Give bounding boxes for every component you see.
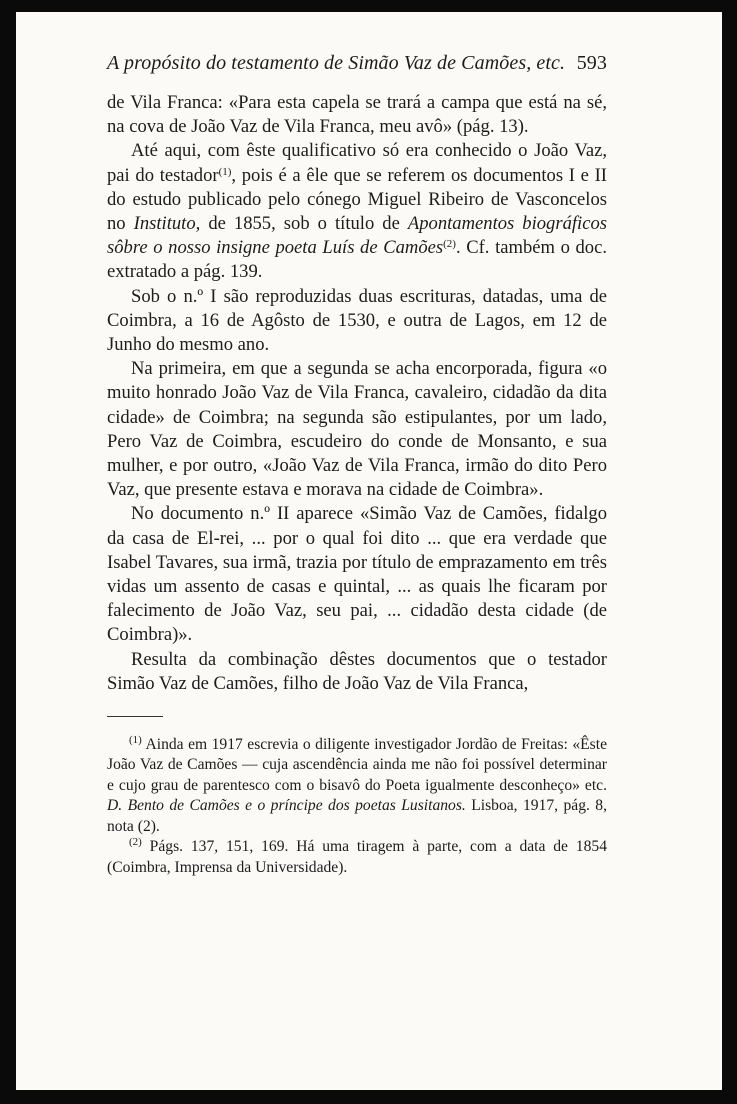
paragraph-2-text-a: Até aqui, com êste qualificativo só era conhecido o João Vaz, pai do testador xyxy=(107,140,607,186)
footnote-2 xyxy=(107,837,607,878)
footnote-2-marker: (2) xyxy=(129,836,142,849)
page-number: 593 xyxy=(576,52,607,74)
paragraph-4: Na primeira, em que a segunda se acha encorporada, figura «o muito honrado João Vaz de Vila Franca, cavaleiro, cidadão da dita cidade» de Coimbra; na segunda são estipulantes, por um lado, Pero Vaz de Coimbra, escudeiro do conde de Monsanto, e sua mulher, e por outro, «João Vaz de Vila Franca, irmão do dito Pero Vaz, que presente estava e morava na cidade de Coimbra». xyxy=(107,358,607,501)
paragraph-3: Sob o n.º I são reproduzidas duas escrituras, datadas, uma de Coimbra, a 16 de Agôsto de 1530, e outra de Lagos, em 12 de Junho do mesmo ano. xyxy=(107,285,607,356)
book-page xyxy=(16,12,722,1090)
paragraph-1: de Vila Franca: «Para esta capela se trará a campa que está na sé, na cova de João Vaz de Vila Franca, meu avô» (pág. 13). xyxy=(107,92,607,138)
footnote-2-text: Págs. 137, 151, 169. Há uma tiragem à parte, com a data de 1854 (Coimbra, Imprensa da Universidade). xyxy=(107,838,607,876)
page-content xyxy=(107,52,607,878)
paragraph-5: No documento n.º II aparece «Simão Vaz de Camões, fidalgo da casa de El-rei, ... por o qual foi dito ... que era verdade que Isabel Tavares, sua irmã, trazia por título de emprazamento em três vidas um assento de casas e quintal, ... as quais lhe ficaram por falecimento de João Vaz, seu pai, ... cidadão desta cidade (de Coimbra)». xyxy=(107,503,607,646)
footnotes xyxy=(107,735,607,878)
footnote-1-text-a: Ainda em 1917 escrevia o diligente investigador Jordão de Freitas: «Êste João Vaz de Camões — cuja ascendência ainda me não foi possível determinar e cujo grau de parentesco com o bisavô do Poeta igualmente desconheço» etc. xyxy=(107,736,607,794)
footnote-rule xyxy=(107,716,163,717)
journal-title: Instituto, xyxy=(133,213,201,235)
running-title: A propósito do testamento de Simão Vaz de Camões, etc. xyxy=(107,52,566,74)
footnote-1-text-b: Lisboa, 1917, pág. 8, nota (2). xyxy=(107,797,608,835)
body-text xyxy=(107,91,607,696)
footnote-ref-1: (1) xyxy=(218,165,232,178)
footnote-ref-2: (2) xyxy=(443,238,456,251)
work-title: Apontamentos biográficos sôbre o nosso insigne poeta Luís de Camões xyxy=(107,213,608,259)
paragraph-2 xyxy=(107,139,607,284)
footnote-1-title: D. Bento de Camões e o príncipe dos poetas Lusitanos. xyxy=(107,797,466,815)
paragraph-2-text-c: de 1855, sob o título de xyxy=(208,213,400,235)
paragraph-2-text-d: . Cf. também o doc. extratado a pág. 139. xyxy=(107,237,607,283)
footnote-1-marker: (1) xyxy=(129,734,142,747)
running-header xyxy=(107,52,607,75)
paragraph-2-text-b: , pois é a êle que se referem os documentos I e II do estudo publicado pelo cónego Miguel Ribeiro de Vasconcelos no xyxy=(107,164,607,235)
footnote-1 xyxy=(107,735,607,837)
paragraph-6: Resulta da combinação dêstes documentos que o testador Simão Vaz de Camões, filho de João Vaz de Vila Franca, xyxy=(107,648,607,694)
